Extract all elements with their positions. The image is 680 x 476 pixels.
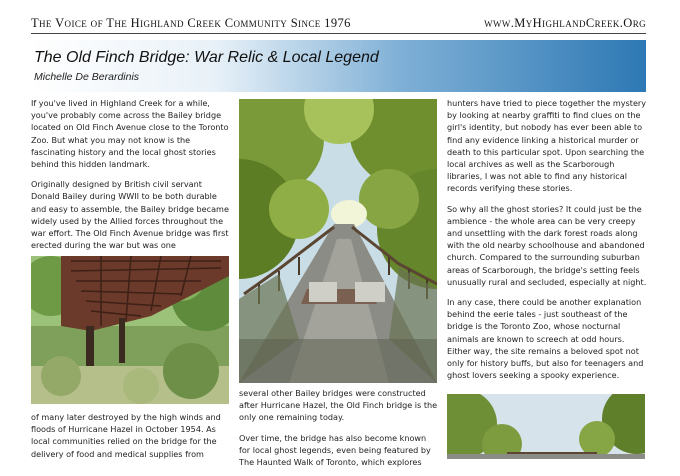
paragraph: Originally designed by British civil servant Donald Bailey during WWII to be both durable and easy to assemble, the Bailey bridge became widely used by the Allied forces throughout the war effort. The Old Finch Avenue bridge was first erected during the war but was one [31,179,229,251]
paragraph: Over time, the bridge has also become known for local ghost legends, even being featured by The Haunted Walk of Toronto, which explores [239,432,431,468]
column-1-bottom [31,411,231,468]
masthead-tagline: The Voice of The Highland Creek Community Since 1976 [31,16,351,30]
column-1-top [31,97,231,259]
paragraph: In any case, there could be another explanation behind the eerie tales - just southeast of the bridge is the Toronto Zoo, whose nocturnal animals are known to screech at odd hours. Either way, the site remains a beloved spot not only for history buffs, but also for teenagers and ghost lovers seeking a spooky experience. [447,297,644,381]
photo-bridge-distance [447,394,645,459]
photo-bridge-road [239,99,437,383]
photo-bridge-underside [31,256,229,404]
column-2-text [239,387,439,476]
paragraph: of many later destroyed by the high winds and floods of Hurricane Hazel in October 1954. As local communities relied on the bridge for the delivery of food and medical supplies from [31,412,221,459]
paragraph: If you've lived in Highland Creek for a while, you've probably come across the Bailey bridge located on Old Finch Avenue close to the Toronto Zoo. But what you may not know is the fascinating history and the local ghost stories behind this hidden landmark. [31,98,229,170]
article-title: The Old Finch Bridge: War Relic & Local Legend [34,49,379,66]
paragraph: hunters have tried to piece together the mystery by looking at nearby graffiti to find clues on the girl's identity, but nobody has ever been able to find any evidence linking a historical murder or death to this particular spot. Upon searching the local archives as well as the Scarborough libraries, I was not able to find any historical records verifying these stories. [447,98,647,194]
paragraph: several other Bailey bridges were constructed after Hurricane Hazel, the Old Finch bridge is the only one remaining today. [239,388,438,423]
article-header [31,40,646,92]
masthead-website: www.MyHighlandCreek.Org [484,16,646,30]
masthead [31,15,646,34]
paragraph: So why all the ghost stories? It could just be the ambience - the whole area can be very creepy and unsettling with the dark forest roads along with the old nearby schoolhouse and abandoned church. Compared to the surrounding suburban areas of Scarborough, the bridge's setting feels unusually rural and secluded, especially at night. [447,203,647,287]
column-3-text [447,97,647,389]
article-author: Michelle De Berardinis [34,71,140,83]
